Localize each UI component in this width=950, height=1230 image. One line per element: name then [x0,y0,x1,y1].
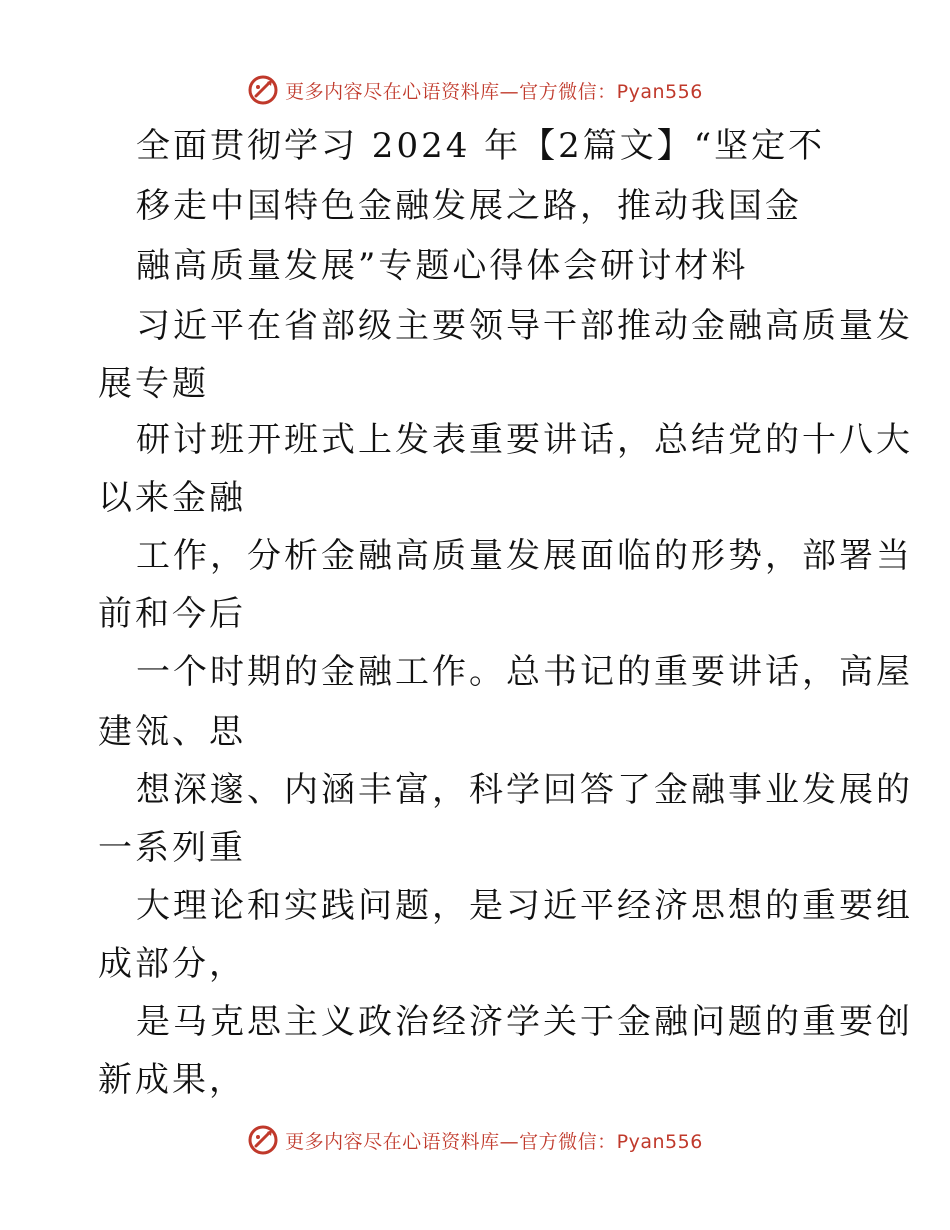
paragraph-line: 新成果， [98,1060,246,1100]
header-watermark-banner [0,70,950,110]
paragraph-line: 研讨班开班式上发表重要讲话，总结党的十八大 [136,420,913,460]
paragraph-line: 建瓴、思 [98,712,246,752]
paragraph-line: 工作，分析金融高质量发展面临的形势，部署当 [136,536,913,576]
paragraph-line: 成部分， [98,944,246,984]
paragraph-line: 前和今后 [98,594,246,634]
watermark-text: 更多内容尽在心语资料库—官方微信：Pyan556 [285,1130,703,1153]
paragraph-line: 一系列重 [98,828,246,868]
document-title-line: 移走中国特色金融发展之路，推动我国金 [136,186,802,226]
paragraph-line: 习近平在省部级主要领导干部推动金融高质量发 [136,306,913,346]
paragraph-line: 一个时期的金融工作。总书记的重要讲话，高屋 [136,652,913,692]
paragraph-line: 是马克思主义政治经济学关于金融问题的重要创 [136,1002,913,1042]
watermark-text: 更多内容尽在心语资料库—官方微信：Pyan556 [285,80,703,103]
brush-seal-logo-icon [247,74,279,106]
paragraph-line: 大理论和实践问题，是习近平经济思想的重要组 [136,886,913,926]
paragraph-line: 展专题 [98,364,209,404]
brush-seal-logo-icon [247,1124,279,1156]
paragraph-line: 想深邃、内涵丰富，科学回答了金融事业发展的 [136,770,913,810]
document-title-line: 融高质量发展”专题心得体会研讨材料 [136,246,749,286]
document-title-line: 全面贯彻学习 2024 年【2篇文】“坚定不 [136,126,826,166]
paragraph-line: 以来金融 [98,478,246,518]
footer-watermark-banner [0,1120,950,1160]
